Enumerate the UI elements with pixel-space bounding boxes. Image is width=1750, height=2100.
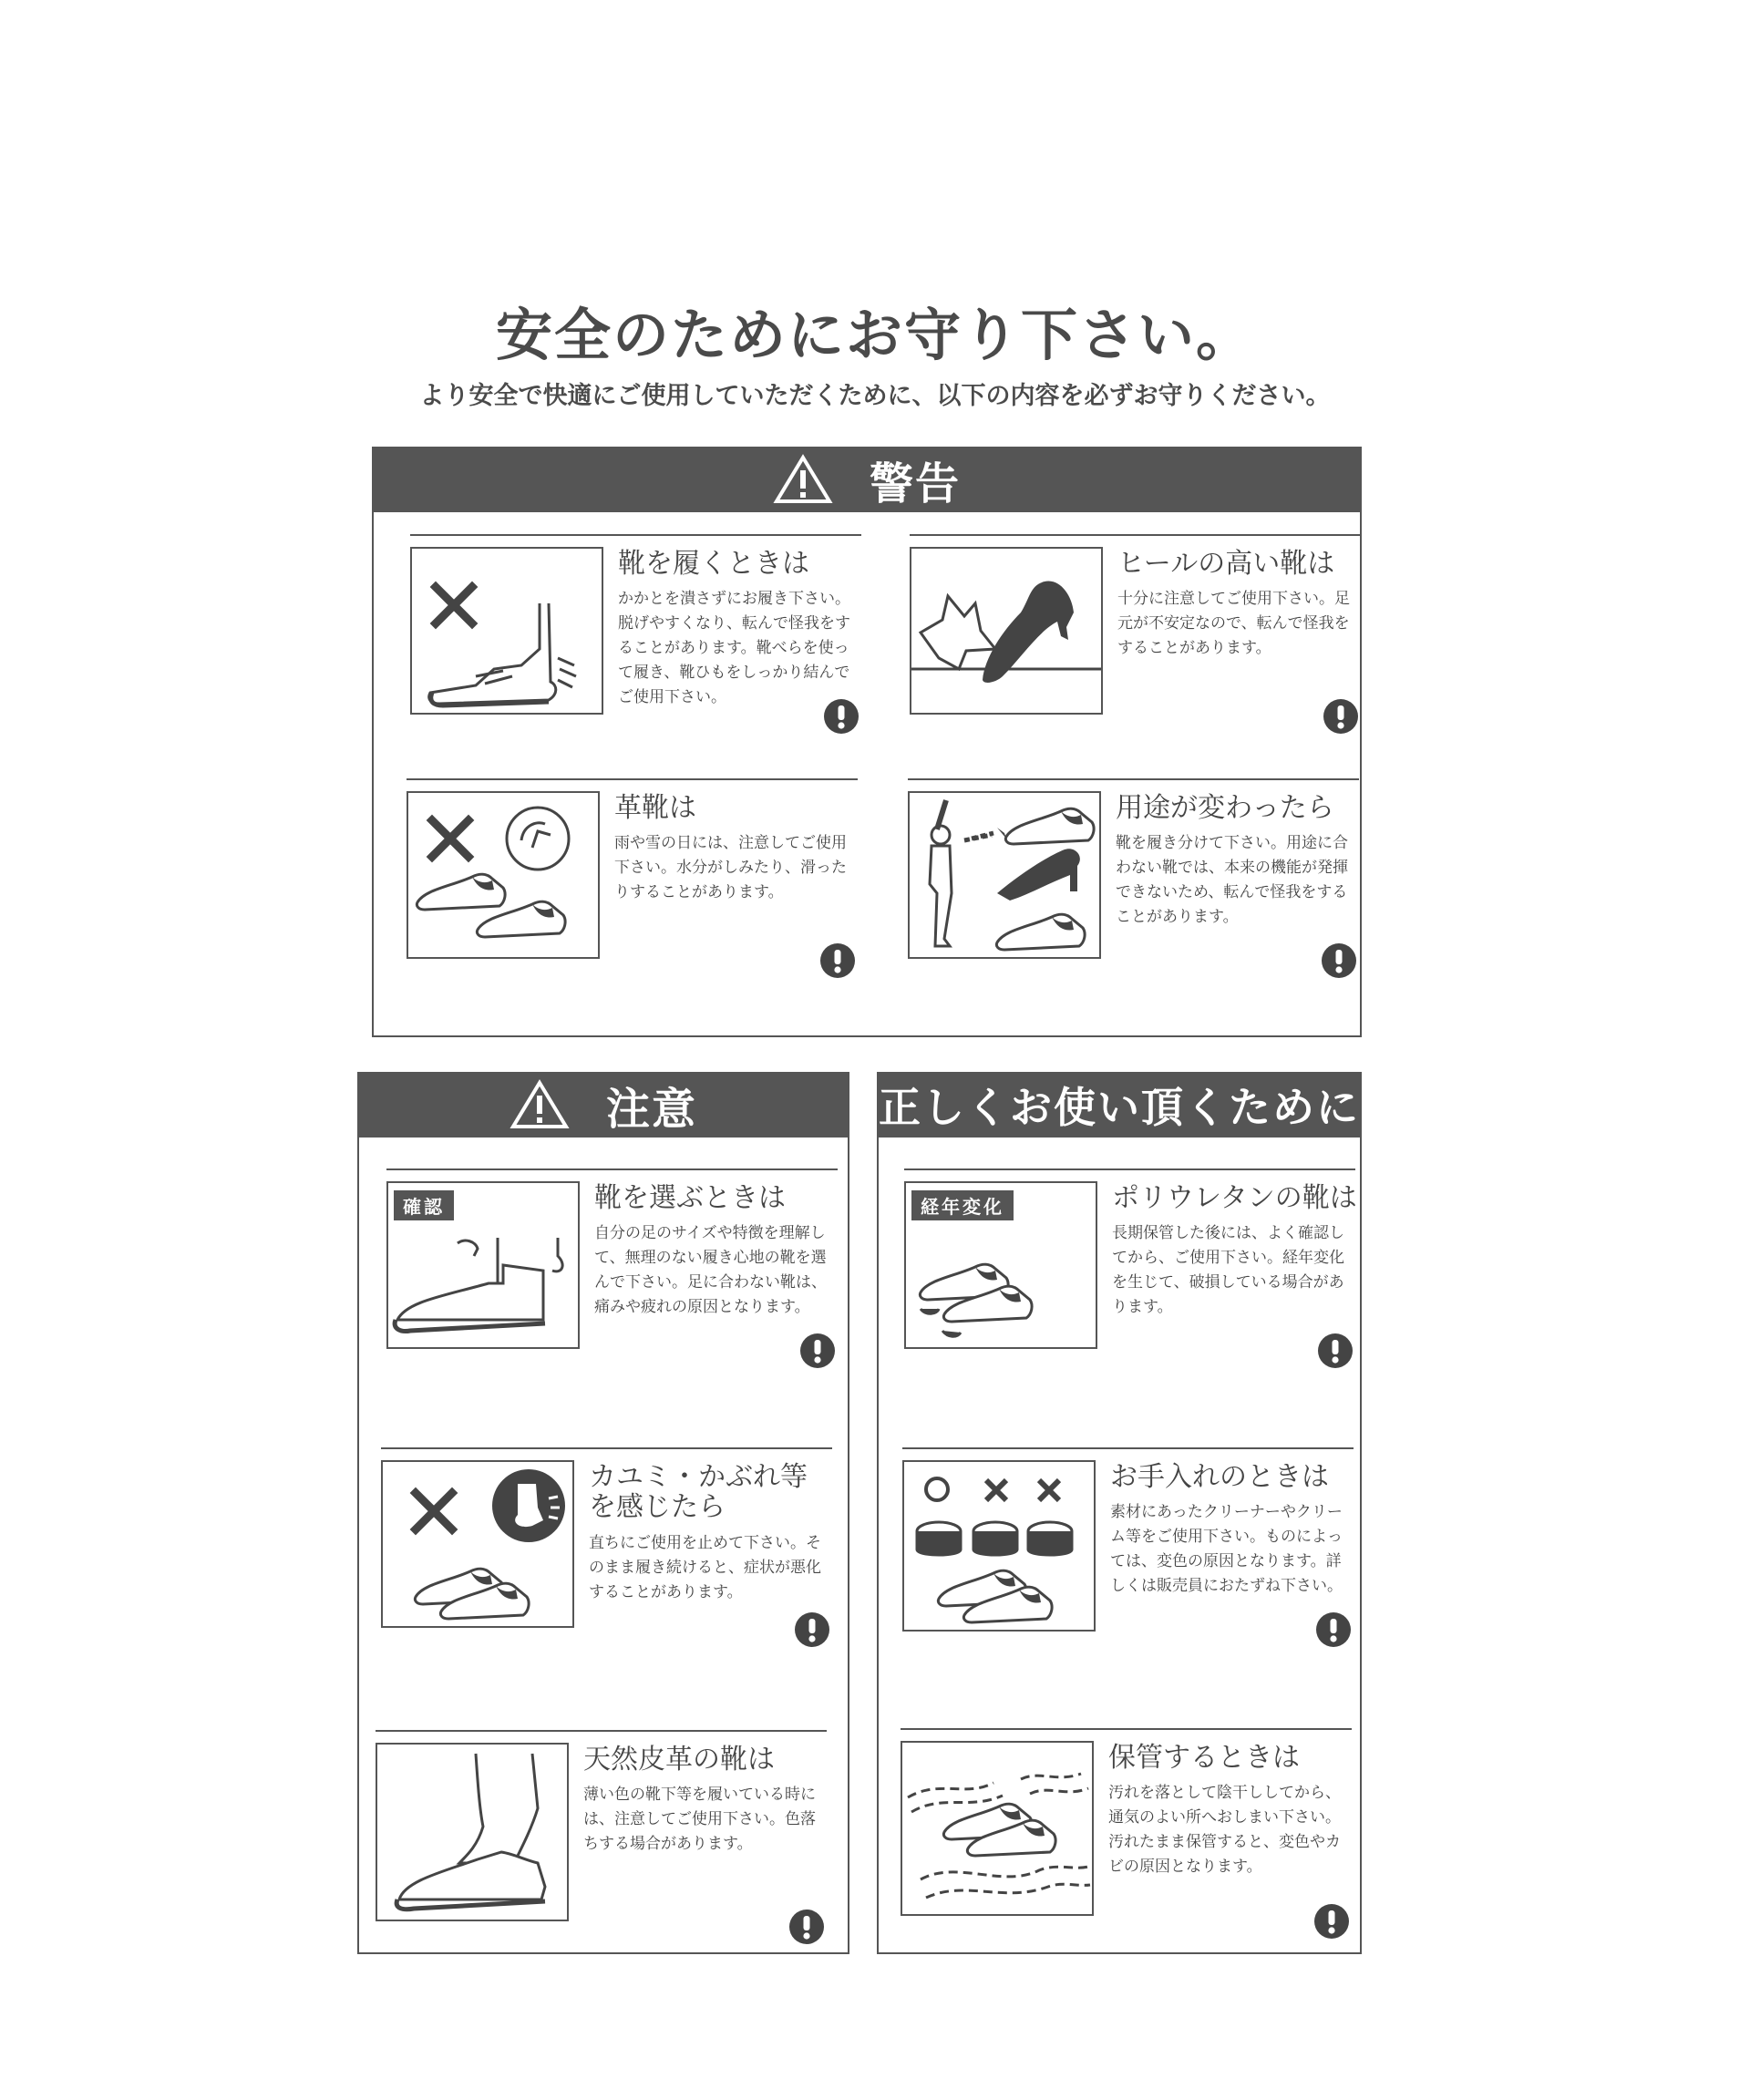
x-mark-icon	[436, 587, 472, 623]
warning-item-wearing	[410, 534, 861, 726]
caution-item-heading: カユミ・かぶれ等を感じたら	[589, 1461, 808, 1523]
circle-mark-icon	[926, 1478, 948, 1500]
exclamation-circle-icon	[1321, 942, 1357, 979]
exclamation-circle-icon	[1315, 1611, 1352, 1648]
proper-item-body: 素材にあったクリーナーやクリーム等をご使用下さい。ものによっては、変色の原因となります。詳しくは販売員におたずね下さい。	[1110, 1503, 1343, 1595]
high-heel-illustration	[910, 547, 1103, 715]
warning-item-heading: 靴を履くときは	[618, 548, 809, 580]
caution-item-body: 薄い色の靴下等を履いている時には、注意してご使用下さい。色落ちする場合があります。	[583, 1786, 816, 1853]
caution-item-body: 直ちにご使用を止めて下さい。そのまま履き続けると、症状が悪化することがあります。	[589, 1534, 821, 1601]
warning-item-body: 雨や雪の日には、注意してご使用下さい。水分がしみたり、滑ったりすることがあります。	[614, 834, 847, 901]
proper-use-panel-title: 正しくお使い頂くために	[879, 1083, 1360, 1132]
natural-leather-illustration	[376, 1743, 569, 1921]
caution-panel-header	[357, 1072, 849, 1138]
page-title: 安全のためにお守り下さい。	[495, 302, 1254, 368]
warning-panel-title: 警告	[869, 458, 961, 510]
exclamation-circle-icon	[819, 942, 856, 979]
wearing-illustration	[410, 547, 603, 715]
proper-item-heading: ポリウレタンの靴は	[1112, 1182, 1357, 1214]
warning-item-purpose	[908, 778, 1359, 970]
care-cream-illustration	[902, 1460, 1096, 1632]
warning-item-heading: 用途が変わったら	[1116, 792, 1334, 824]
warning-item-high-heels	[910, 534, 1361, 726]
proper-use-panel-header	[877, 1072, 1362, 1138]
proper-item-heading: お手入れのときは	[1110, 1461, 1329, 1493]
exclamation-circle-icon	[1313, 1903, 1350, 1940]
warning-triangle-icon	[773, 454, 833, 505]
warning-item-leather-shoes	[407, 778, 858, 970]
warning-triangle-icon	[510, 1079, 570, 1130]
warning-panel	[372, 447, 1362, 1037]
warning-item-heading: ヒールの高い靴は	[1117, 548, 1335, 580]
caution-panel-title: 注意	[605, 1083, 697, 1135]
warning-item-body: 靴を履き分けて下さい。用途に合わない靴では、本来の機能が発揮できないため、転んで怪我をすることがあります。	[1116, 834, 1348, 926]
caution-item-heading: 靴を選ぶときは	[594, 1182, 786, 1214]
exclamation-circle-icon	[1317, 1333, 1354, 1369]
proper-item-heading: 保管するときは	[1108, 1742, 1300, 1774]
proper-item-body: 汚れを落として陰干ししてから、通気のよい所へおしまい下さい。汚れたまま保管すると、変色やカビの原因となります。	[1108, 1784, 1341, 1876]
exclamation-circle-icon	[823, 698, 860, 735]
leather-shoes-rain-illustration	[407, 791, 600, 959]
itching-illustration	[381, 1460, 574, 1628]
caution-item-natural-leather	[376, 1730, 827, 1921]
warning-panel-header	[372, 447, 1362, 512]
exclamation-circle-icon	[794, 1611, 830, 1648]
proper-item-polyurethane	[904, 1168, 1355, 1360]
caution-item-heading: 天然皮革の靴は	[583, 1744, 775, 1776]
choosing-shoes-illustration	[386, 1181, 580, 1349]
x-mark-icon	[416, 1493, 452, 1529]
purpose-shoes-illustration	[908, 791, 1101, 959]
proper-item-care	[902, 1447, 1354, 1639]
warning-item-heading: 革靴は	[614, 792, 696, 824]
caution-item-itching	[381, 1447, 832, 1639]
confirm-tag: 確認	[394, 1190, 454, 1220]
exclamation-circle-icon	[1323, 698, 1359, 735]
warning-item-body: かかとを潰さずにお履き下さい。脱げやすくなり、転んで怪我をすることがあります。靴べらを使って履き、靴ひもをしっかり結んでご使用下さい。	[618, 590, 850, 706]
proper-use-panel	[877, 1072, 1362, 1954]
warning-item-body: 十分に注意してご使用下さい。足元が不安定なので、転んで怪我をすることがあります。	[1117, 590, 1350, 657]
x-mark-icon	[432, 820, 468, 857]
exclamation-circle-icon	[799, 1333, 836, 1369]
proper-item-body: 長期保管した後には、よく確認してから、ご使用下さい。経年変化を生じて、破損している場合があります。	[1112, 1224, 1344, 1316]
proper-item-storage	[901, 1728, 1352, 1920]
caution-item-body: 自分の足のサイズや特徴を理解して、無理のない履き心地の靴を選んで下さい。足に合わない靴は、痛みや疲れの原因となります。	[594, 1224, 827, 1316]
exclamation-circle-icon	[788, 1909, 825, 1945]
caution-panel	[357, 1072, 849, 1954]
polyurethane-illustration	[904, 1181, 1097, 1349]
page-subtitle: より安全で快適にご使用していただくために、以下の内容を必ずお守りください。	[419, 382, 1331, 410]
aging-tag: 経年変化	[911, 1190, 1014, 1220]
caution-item-choosing	[386, 1168, 838, 1360]
storage-illustration	[901, 1741, 1094, 1916]
